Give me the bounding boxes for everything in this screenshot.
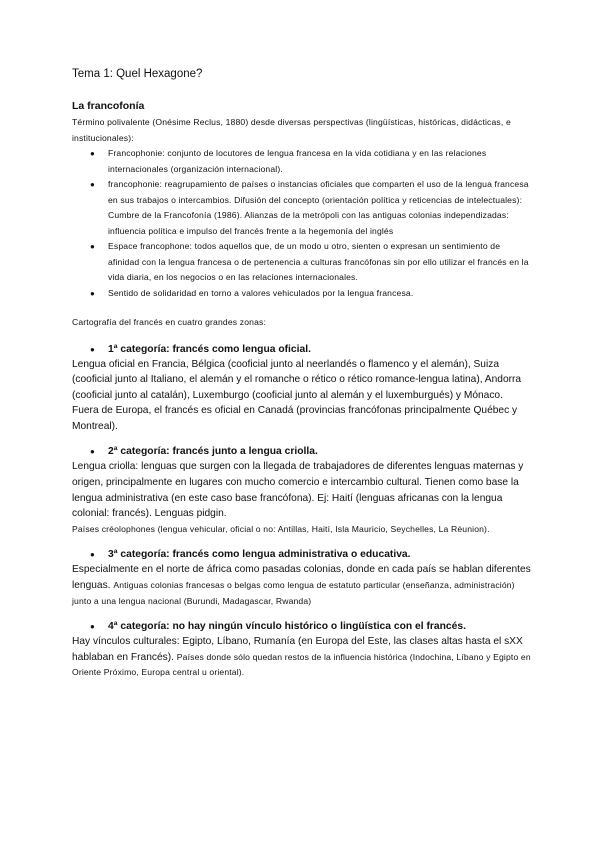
category-body (72, 634, 532, 681)
category-body: Lengua criolla: lenguas que surgen con la llegada de trabajadores de diferentes lenguas maternas y origen, principalmente en lugares con mucho comercio e intercambio cultural. Tienen como base la lengua administrativa (en este caso base francófona). Ej: Haití (lenguas africanas con la lengua colonial: francés). Lenguas pidgin. (72, 461, 524, 520)
bullet-icon: ● (90, 288, 95, 298)
section-heading: La francofonía (72, 100, 145, 112)
bullet-icon: ● (90, 180, 95, 189)
definition-list (72, 146, 532, 301)
category-note: Antiguas colonias francesas o belgas como lengua de estatuto particular (enseñanza, administración) junto a una lengua nacional (Burundi, Madagascar, Rwanda) (72, 579, 515, 606)
list-item-text: francophonie: reagrupamiento de países o instancias oficiales que comparten el uso de la lengua francesa en sus trabajos o intercambios. Difusión del concepto (orientación política y reticencias de intelectuales): Cumbre de la Francofonía (1986). Alianzas de la metrópoli con las antiguas colonias independizadas: influencia política e impulso del francés frente a la hegemonía del inglés (108, 179, 529, 236)
category-heading (72, 547, 532, 562)
page-title: Tema 1: Quel Hexagone? (72, 68, 203, 80)
list-item-text: Francophonie: conjunto de locutores de lengua francesa en la vida cotidiana y en las relaciones internacionales (organización internacional). (108, 148, 487, 174)
category-body (72, 562, 532, 609)
list-item (72, 239, 532, 286)
bullet-icon: ● (90, 622, 95, 632)
category-block (72, 547, 532, 609)
bullet-icon: ● (90, 149, 95, 158)
bullet-icon: ● (90, 550, 95, 560)
list-item-text: Espace francophone: todos aquellos que, de un modo u otro, sienten o expresan un sentimiento de afinidad con la lengua francesa o de pertenencia a culturas francófonas sin por ello utilizar el francés en la vida diaria, en los negocios o en las relaciones internacionales. (108, 241, 529, 282)
category-heading (72, 342, 532, 357)
bullet-icon: ● (90, 344, 95, 354)
category-heading (72, 444, 532, 459)
section-intro: Término polivalente (Onésime Reclus, 1880) desde diversas perspectivas (lingüísticas, históricas, didácticas, e institucionales): (72, 117, 511, 143)
category-heading-text: 1ª categoría: francés como lengua oficial. (108, 343, 311, 355)
category-note: Países donde sólo quedan restos de la influencia histórica (Indochina, Líbano y Egipto en Oriente Próximo, Europa central u oriental). (72, 651, 531, 678)
bullet-icon: ● (90, 447, 95, 457)
category-body: Lengua oficial en Francia, Bélgica (cooficial junto al neerlandés o flamenco y el alemán), Suiza (cooficial junto al Italiano, el alemán y el romanche o rético o rético romance-lengua latina), Andorra (cooficial junto al catalán), Luxemburgo (cooficial junto al alemán y el luxemburgués) y Mónaco. Fuera de Europa, el francés es oficial en Canadá (provincias francófonas principalmente Québec y Montreal). (72, 358, 522, 432)
category-body-text: Especialmente en el norte de áfrica como pasadas colonias, donde en cada país se hablan diferentes lenguas. (72, 564, 531, 591)
list-item (72, 177, 532, 239)
category-block (72, 342, 532, 435)
list-item (72, 286, 532, 302)
category-heading-text: 2ª categoría: francés junto a lengua criolla. (108, 446, 318, 458)
bullet-icon: ● (90, 242, 95, 251)
cartografia-intro: Cartografía del francés en cuatro grandes zonas: (72, 317, 266, 327)
category-heading-text: 4ª categoría: no hay ningún vínculo histórico o lingüística con el francés. (108, 621, 466, 633)
category-heading (72, 619, 532, 634)
document-page (72, 68, 532, 681)
category-note: Países créolophones (lengua vehicular, oficial o no: Antillas, Haití, Isla Mauricio, Seychelles, La Réunion). (72, 523, 490, 534)
category-block (72, 619, 532, 681)
category-body-text: Hay vínculos culturales: Egipto, Líbano, Rumanía (en Europa del Este, las clases altas hasta el sXX hablaban en Francés). (72, 636, 523, 663)
list-item (72, 146, 532, 177)
category-heading-text: 3ª categoría: francés como lengua administrativa o educativa. (108, 549, 411, 561)
list-item-text: Sentido de solidaridad en torno a valores vehiculados por la lengua francesa. (108, 287, 414, 298)
category-block (72, 444, 532, 537)
